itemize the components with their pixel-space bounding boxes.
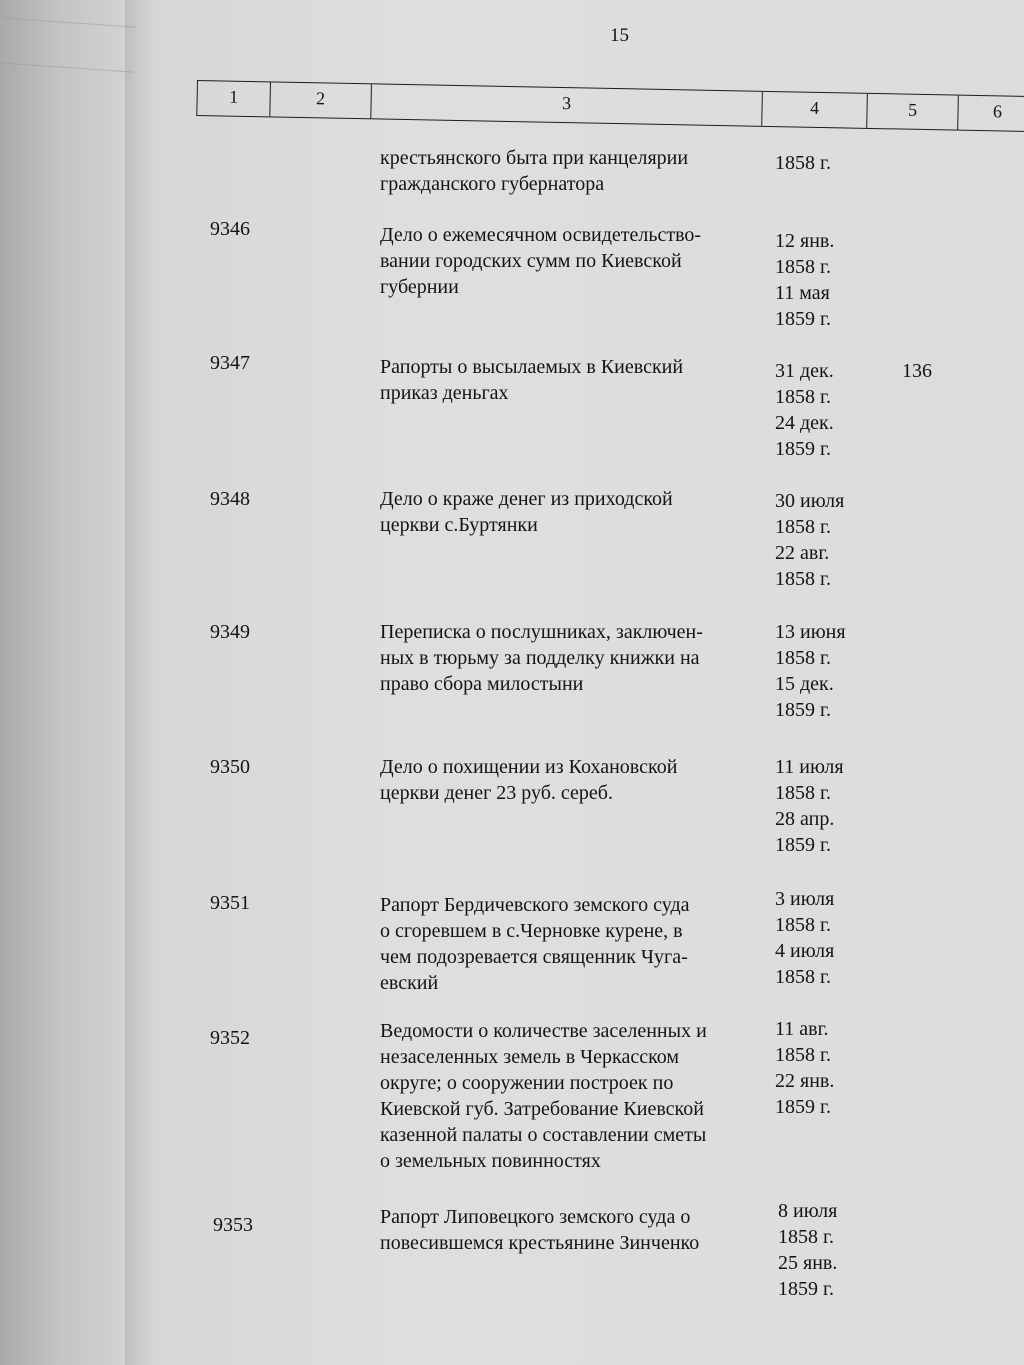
entry-date: 1858 г. xyxy=(775,568,831,590)
entry-date: 22 авг. xyxy=(775,542,830,564)
entry-date: 1858 г. xyxy=(775,1044,831,1066)
entry-date: 1858 г. xyxy=(775,782,831,804)
entry-number: 9352 xyxy=(210,1027,250,1049)
entry-date: 1858 г. xyxy=(775,914,831,936)
entry-date: 11 авг. xyxy=(775,1018,829,1040)
entry-date: 25 янв. xyxy=(778,1252,838,1274)
entry-date: 1859 г. xyxy=(775,308,831,330)
entry-date: 15 дек. xyxy=(775,673,834,695)
entry-number: 9346 xyxy=(210,218,250,240)
entry-dates xyxy=(775,1016,885,1120)
entry-description: Рапорт Липовецкого земского суда о повесившемся крестьянине Зинченко xyxy=(380,1206,700,1254)
entry-date: 12 янв. xyxy=(775,230,835,252)
entry-date: 1859 г. xyxy=(775,1096,831,1118)
entry-number: 9350 xyxy=(210,756,250,778)
entry-dates xyxy=(775,754,885,858)
entry-number: 9353 xyxy=(213,1214,253,1236)
entry-dates xyxy=(775,228,885,332)
entry-date: 1859 г. xyxy=(775,834,831,856)
entry-date: 31 дек. xyxy=(775,360,834,382)
entry-date: 13 июня xyxy=(775,621,846,643)
entry-description: Дело о краже денег из приходской церкви с.Буртянки xyxy=(380,488,673,536)
column-header-5: 5 xyxy=(867,94,959,130)
entry-date: 1858 г. xyxy=(775,516,831,538)
column-header-4: 4 xyxy=(762,92,868,128)
entry-date: 1859 г. xyxy=(778,1278,834,1300)
entry-date: 1858 г. xyxy=(775,647,831,669)
entry-number: 9351 xyxy=(210,892,250,914)
entry-sheet-count: 136 xyxy=(902,360,932,382)
entry-date: 1858 г. xyxy=(775,152,831,174)
page-number: 15 xyxy=(610,25,629,46)
entry-dates xyxy=(775,488,885,592)
entry-description: Дело о ежемесячном освидетельство- вании городских сумм по Киевской губернии xyxy=(380,224,702,298)
entry-dates xyxy=(775,150,885,176)
entry-date: 28 апр. xyxy=(775,808,835,830)
entry-dates xyxy=(775,619,885,723)
entry-description: Рапорты о высылаемых в Киевский приказ деньгах xyxy=(380,356,684,404)
entry-dates xyxy=(778,1198,888,1302)
entry-date: 8 июля xyxy=(778,1200,838,1222)
column-header-2: 2 xyxy=(270,82,372,118)
entry-dates xyxy=(775,358,885,462)
entry-date: 1859 г. xyxy=(775,699,831,721)
entry-description: Рапорт Бердичевского земского суда о сгоревшем в с.Черновке курене, в чем подозревается священник Чуга- евский xyxy=(380,894,690,994)
entry-date: 1859 г. xyxy=(775,438,831,460)
column-header-6: 6 xyxy=(992,101,1003,122)
entry-date: 3 июля xyxy=(775,888,835,910)
entry-description: Дело о похищении из Кохановской церкви денег 23 руб. сереб. xyxy=(380,756,678,804)
entry-date: 11 июля xyxy=(775,756,844,778)
entry-dates xyxy=(775,886,885,990)
entry-date: 30 июля xyxy=(775,490,845,512)
entry-date: 1858 г. xyxy=(775,256,831,278)
entry-date: 11 мая xyxy=(775,282,830,304)
entry-number: 9348 xyxy=(210,488,250,510)
column-header-3: 3 xyxy=(371,84,763,125)
entry-date: 1858 г. xyxy=(778,1226,834,1248)
entry-number: 9349 xyxy=(210,621,250,643)
entry-number: 9347 xyxy=(210,352,250,374)
entry-date: 1858 г. xyxy=(775,966,831,988)
entry-date: 22 янв. xyxy=(775,1070,835,1092)
entry-date: 4 июля xyxy=(775,940,835,962)
entry-date: 24 дек. xyxy=(775,412,834,434)
entry-date: 1858 г. xyxy=(775,386,831,408)
entry-description: крестьянского быта при канцелярии гражданского губернатора xyxy=(380,147,689,195)
entry-description: Переписка о послушниках, заключен- ных в тюрьму за подделку книжки на право сбора милостыни xyxy=(380,621,703,695)
entry-description: Ведомости о количестве заселенных и незаселенных земель в Черкасском округе; о сооружении построек по Киевской губ. Затребование Киевской казенной палаты о составлении сметы о земельных повинностях xyxy=(380,1020,707,1172)
column-header-1: 1 xyxy=(197,81,271,116)
